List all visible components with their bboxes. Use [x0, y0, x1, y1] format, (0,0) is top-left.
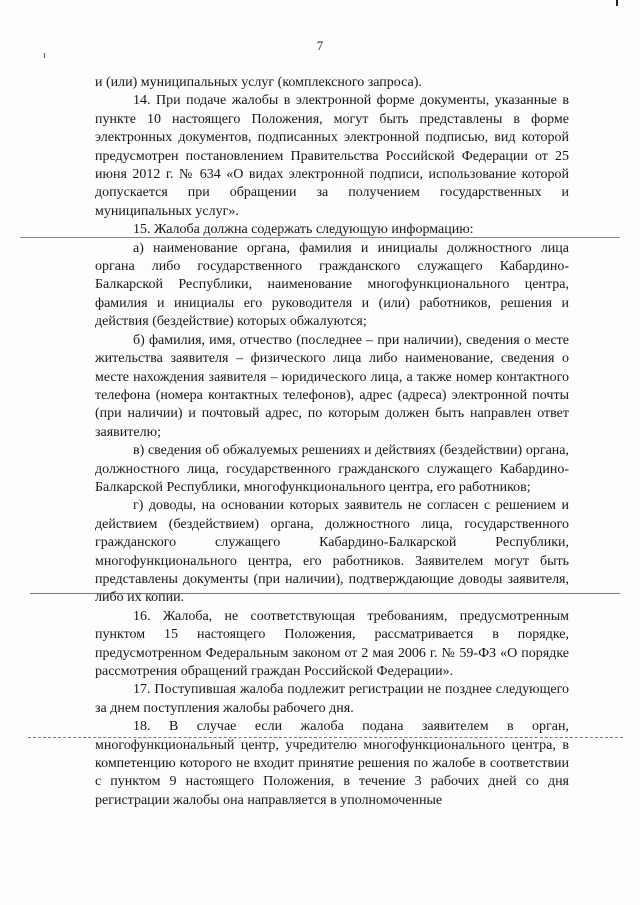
paragraph-15-g: г) доводы, на основании которых заявитель не согласен с решением и действием (бездействием) органа, должностного лица, государственного гражданского служащего Кабардино-Балкарской Республики, многофункционального центра, его работников. Заявителем могут быть представлены документы (при наличии), подтверждающие доводы заявителя, либо их копии.: [95, 498, 569, 606]
paragraph-18: 18. В случае если жалоба подана заявителем в орган, многофункциональный центр, учредителю многофункционального центра, в компетенцию которого не входит принятие решения по жалобе в соответствии с пунктом 9 настоящего Положения, в течение 3 рабочих дней со дня регистрации жалобы она направляется в уполномоченные: [95, 719, 569, 808]
paragraph-continuation: и (или) муниципальных услуг (комплексного запроса).: [95, 75, 422, 90]
paragraph-15-v: в) сведения об обжалуемых решениях и действиях (бездействии) органа, должностного лица, государственного гражданского служащего Кабардино-Балкарской Республики, многофункционального центра, его работников;: [95, 443, 569, 495]
paragraph-15-a: а) наименование органа, фамилия и инициалы должностного лица органа либо государственного гражданского служащего Кабардино-Балкарской Республики, наименование многофункционального центра, фамилия и инициалы его руководителя и (или) работников, решения и действия (бездействие) которых обжалуются;: [95, 240, 569, 330]
document-body: [95, 74, 569, 810]
paragraph-15-b: б) фамилия, имя, отчество (последнее – при наличии), сведения о месте жительства заявителя – физического лица либо наименование, сведения о месте нахождения заявителя – юридического лица, а также номер контактного телефона (номера контактных телефонов), адрес (адреса) электронной почты (при наличии) и почтовый адрес, по которым должен быть направлен ответ заявителю;: [95, 332, 569, 440]
paragraph-15: 15. Жалоба должна содержать следующую информацию:: [133, 222, 474, 238]
scan-corner-mark: [616, 0, 618, 6]
paragraph-14: 14. При подаче жалобы в электронной форме документы, указанные в пункте 10 настоящего Положения, могут быть представлены в форме электронных документов, подписанных электронной подписью, вид которой предусмотрен постановлением Правительства Российской Федерации от 25 июня 2012 г. № 634 «О видах электронной подписи, использование которой допускается при обращении за получением государственных и муниципальных услуг».: [95, 93, 569, 219]
paragraph-16: 16. Жалоба, не соответствующая требованиям, предусмотренным пунктом 15 настоящего Положения, рассматривается в порядке, предусмотренном Федеральным законом от 2 мая 2006 г. № 59-ФЗ «О порядке рассмотрения обращений граждан Российской Федерации».: [95, 608, 569, 679]
paragraph-17: 17. Поступившая жалоба подлежит регистрации не позднее следующего за днем поступления жалобы рабочего дня.: [95, 682, 569, 716]
margin-mark: ɪ: [43, 50, 46, 61]
page-number: 7: [316, 38, 324, 53]
